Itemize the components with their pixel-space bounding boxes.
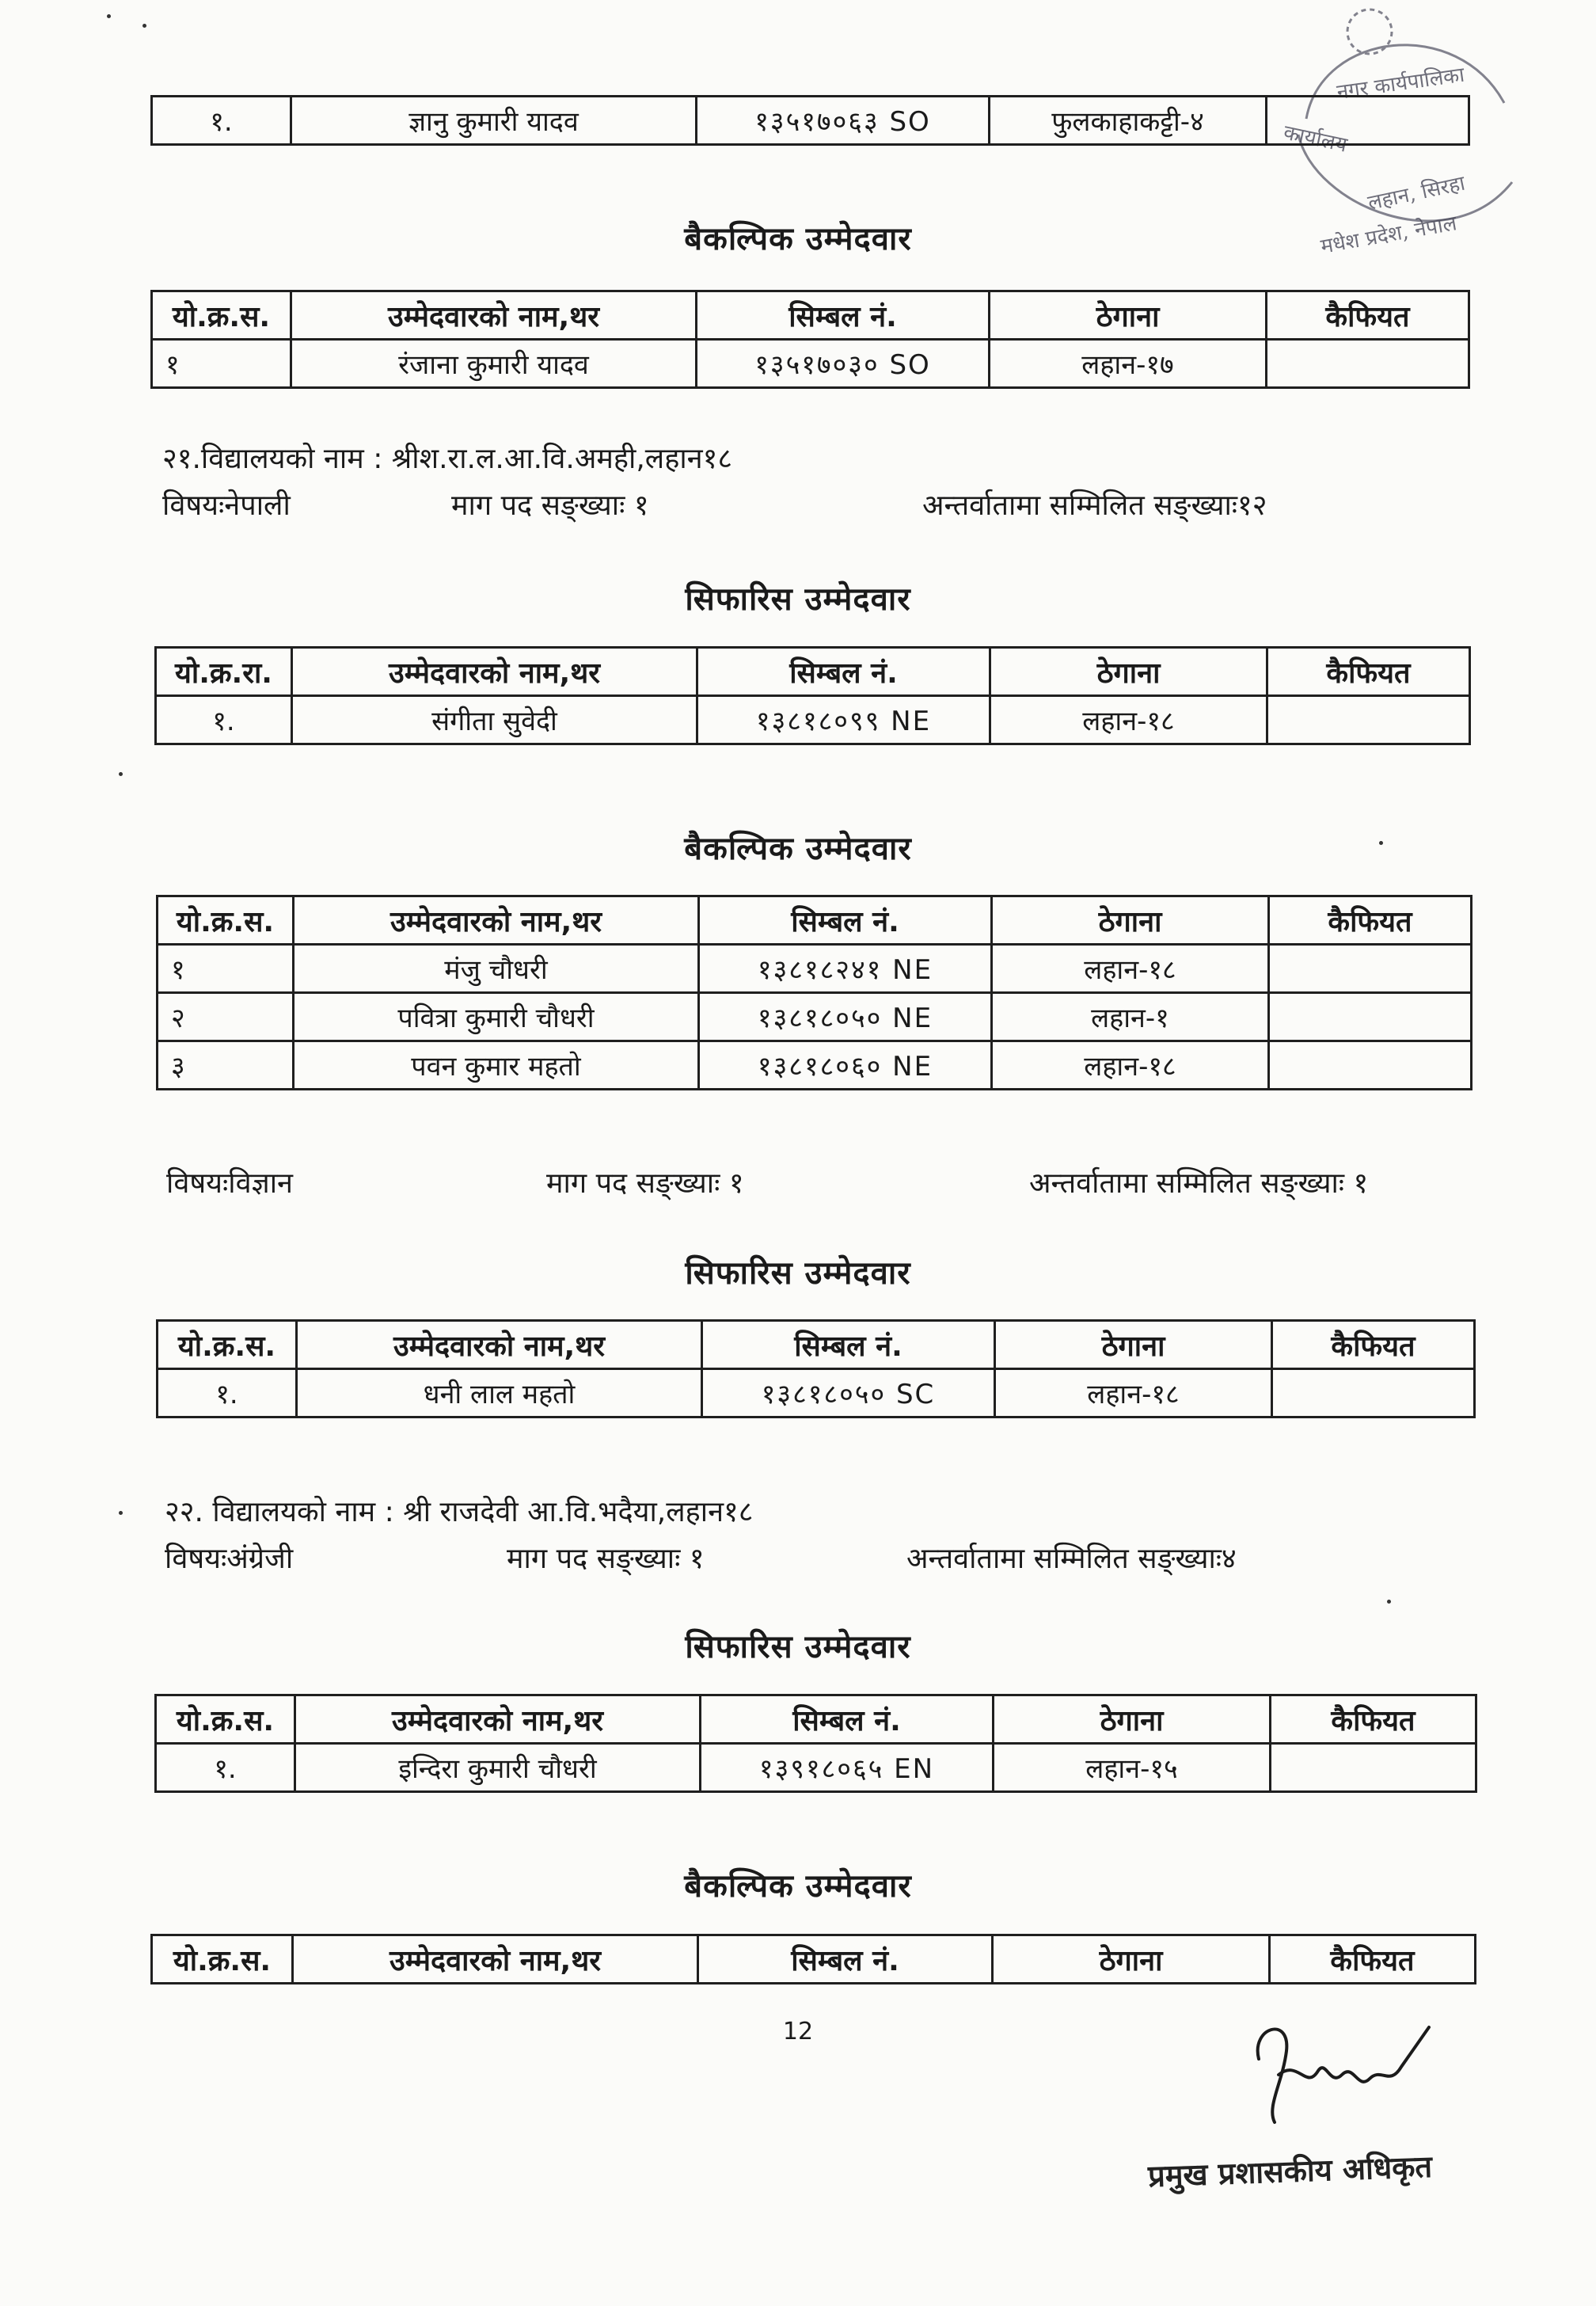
scan-speck xyxy=(119,1511,123,1515)
svg-text:नगर कार्यपालिका: नगर कार्यपालिका xyxy=(1335,63,1466,105)
table-row: १ मंजु चौधरी १३८१८२४१ NE लहान-१८ xyxy=(158,945,1472,993)
alternate-table-english xyxy=(150,1934,1476,1984)
scan-speck xyxy=(1387,1600,1391,1604)
school-22-subject-english: विषयःअंग्रेजी xyxy=(165,1543,294,1575)
svg-text:मधेश प्रदेश, नेपाल: मधेश प्रदेश, नेपाल xyxy=(1319,211,1459,259)
table-row: १ रंजाना कुमारी यादव १३५१७०३० SO लहान-१७ xyxy=(152,340,1469,388)
scan-speck xyxy=(107,14,111,18)
recommended-table-science xyxy=(156,1319,1476,1418)
school-22-title: २२. विद्यालयको नाम : श्री राजदेवी आ.वि.भदैया,लहान१८ xyxy=(165,1496,754,1528)
recommended-heading: सिफारिस उम्मेदवार xyxy=(685,1255,911,1292)
table-header-row: यो.क्र.रा. उम्मेदवारको नाम,थर सिम्बल नं. ठेगाना कैफियत xyxy=(156,648,1470,696)
school-22-english-included: अन्तर्वातामा सम्मिलित सङ्ख्याः४ xyxy=(906,1543,1237,1575)
table-row: १. इन्दिरा कुमारी चौधरी १३९१८०६५ EN लहान-१५ xyxy=(156,1744,1476,1792)
school-21-nepali-included: अन्तर्वातामा सम्मिलित सङ्ख्याः१२ xyxy=(922,489,1267,522)
scan-speck xyxy=(142,24,146,28)
table-row: २ पवित्रा कुमारी चौधरी १३८१८०५० NE लहान-१ xyxy=(158,993,1472,1041)
table-header-row: यो.क्र.स. उम्मेदवारको नाम,थर सिम्बल नं. ठेगाना कैफियत xyxy=(152,1935,1476,1984)
recommended-heading: सिफारिस उम्मेदवार xyxy=(685,1629,911,1665)
school-22-english-posts: माग पद सङ्ख्याः १ xyxy=(507,1543,705,1575)
alternate-heading: बैकल्पिक उम्मेदवार xyxy=(684,221,912,257)
table-row: १. ज्ञानु कुमारी यादव १३५१७०६३ SO फुलकाहाकट्टी-४ xyxy=(152,97,1469,145)
table-row: ३ पवन कुमार महतो १३८१८०६० NE लहान-१८ xyxy=(158,1041,1472,1090)
alternate-heading: बैकल्पिक उम्मेदवार xyxy=(684,831,912,867)
table-header-row: यो.क्र.स. उम्मेदवारको नाम,थर सिम्बल नं. ठेगाना कैफियत xyxy=(158,1321,1475,1369)
page-number: 12 xyxy=(782,2018,814,2045)
recommended-heading: सिफारिस उम्मेदवार xyxy=(685,581,911,618)
recommended-table-english xyxy=(154,1694,1477,1793)
alternate-heading: बैकल्पिक उम्मेदवार xyxy=(684,1868,912,1905)
scan-speck xyxy=(119,772,123,776)
school-21-subject-nepali: विषयःनेपाली xyxy=(162,489,291,522)
svg-text:लहान, सिरहा: लहान, सिरहा xyxy=(1366,171,1468,215)
table-header-row: यो.क्र.स. उम्मेदवारको नाम,थर सिम्बल नं. ठेगाना कैफियत xyxy=(156,1695,1476,1744)
school-21-science-included: अन्तर्वातामा सम्मिलित सङ्ख्याः १ xyxy=(1029,1167,1369,1200)
svg-text:कार्यालय: कार्यालय xyxy=(1281,120,1350,158)
school-21-subject-science: विषयःविज्ञान xyxy=(166,1167,294,1200)
scan-speck xyxy=(1379,841,1383,845)
table-row: १. संगीता सुवेदी १३८१८०९९ NE लहान-१८ xyxy=(156,696,1470,744)
school-21-nepali-posts: माग पद सङ्ख्याः १ xyxy=(451,489,649,522)
alternate-candidate-table xyxy=(150,290,1470,389)
school-21-science-posts: माग पद सङ्ख्याः १ xyxy=(546,1167,744,1200)
table-header-row: यो.क्र.स. उम्मेदवारको नाम,थर सिम्बल नं. ठेगाना कैफियत xyxy=(158,896,1472,945)
table-row: १. धनी लाल महतो १३८१८०५० SC लहान-१८ xyxy=(158,1369,1475,1417)
alternate-table-nepali xyxy=(156,895,1472,1090)
recommended-table-nepali xyxy=(154,646,1471,745)
signature xyxy=(1243,2011,1433,2130)
table-header-row: यो.क्र.स. उम्मेदवारको नाम,थर सिम्बल नं. ठेगाना कैफियत xyxy=(152,291,1469,340)
school-21-title: २१.विद्यालयको नाम : श्रीश.रा.ल.आ.वि.अमही,लहान१८ xyxy=(162,443,733,475)
previous-candidate-table xyxy=(150,95,1470,146)
signature-title: प्रमुख प्रशासकीय अधिकृत xyxy=(1147,2148,1433,2194)
